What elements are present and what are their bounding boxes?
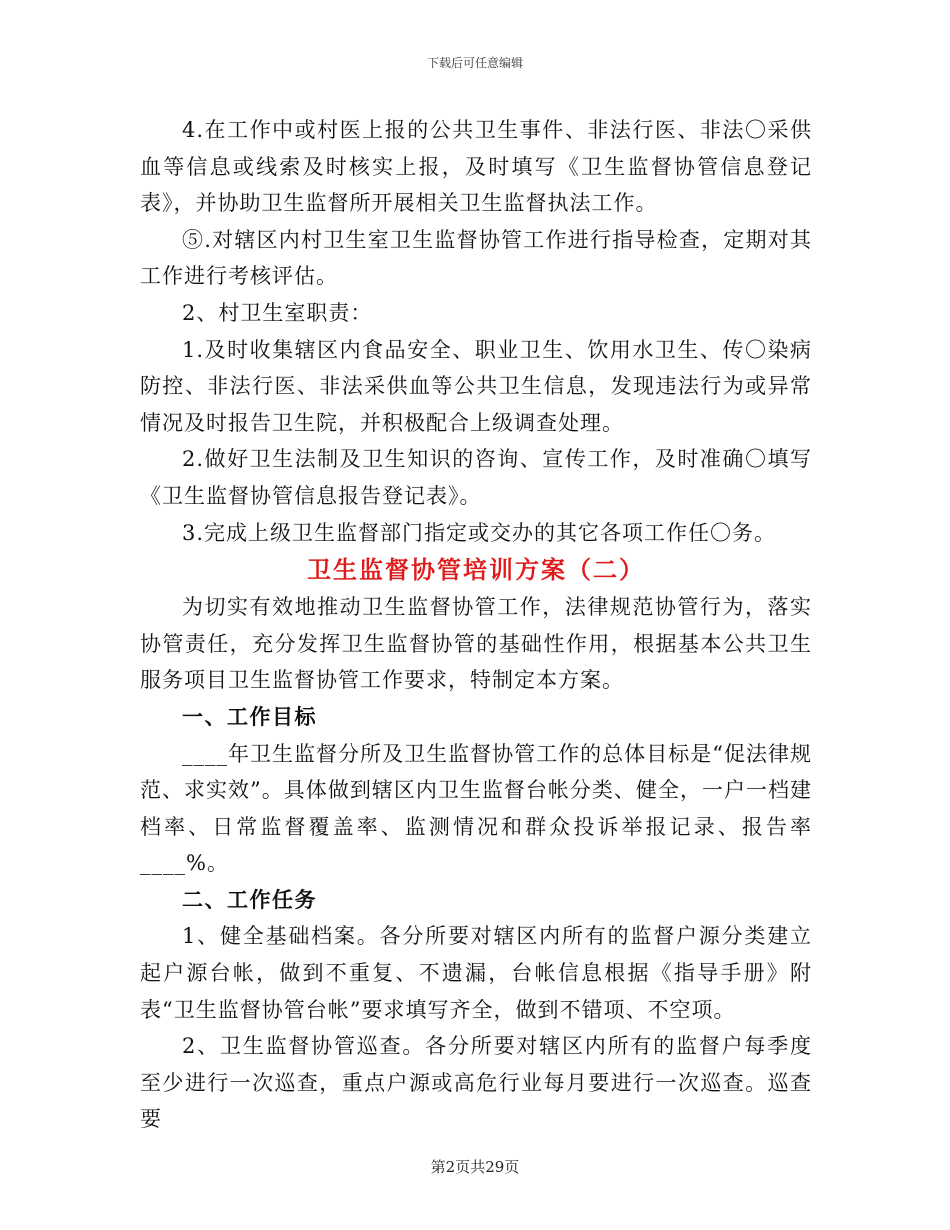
heading-work-tasks: 二、工作任务: [182, 886, 317, 912]
paragraph-duty-3: 3.完成上级卫生监督部门指定或交办的其它各项工作任〇务。: [182, 520, 777, 545]
paragraph-intro: 为切实有效地推动卫生监督协管工作，法律规范协管行为，落实协管责任，充分发挥卫生监督协管的基础性作用，根据基本公共卫生服务项目卫生监督协管工作要求，特制定本方案。: [140, 595, 812, 693]
paragraph-duty-1: 1.及时收集辖区内食品安全、职业卫生、饮用水卫生、传〇染病防控、非法行医、非法采供血等公共卫生信息，发现违法行为或异常情况及时报告卫生院，并积极配合上级调查处理。: [140, 337, 812, 435]
paragraph-item-4: 4.在工作中或村医上报的公共卫生事件、非法行医、非法〇采供血等信息或线索及时核实上报，及时填写《卫生监督协管信息登记表》，并协助卫生监督所开展相关卫生监督执法工作。: [140, 118, 812, 216]
paragraph-work-goal: ____年卫生监督分所及卫生监督协管工作的总体目标是“促法律规范、求实效”。具体做到辖区内卫生监督台帐分类、健全，一户一档建档率、日常监督覆盖率、监测情况和群众投诉举报记录、报告率____%。: [140, 741, 812, 876]
page-header: 下载后可任意编辑: [426, 56, 523, 70]
paragraph-duty-2: 2.做好卫生法制及卫生知识的咨询、宣传工作，及时准确〇填写《卫生监督协管信息报告登记表》。: [140, 447, 812, 508]
paragraph-task-1: 1、健全基础档案。各分所要对辖区内所有的监督户源分类建立起户源台帐，做到不重复、不遗漏，台帐信息根据《指导手册》附表“卫生监督协管台帐”要求填写齐全，做到不错项、不空项。: [140, 924, 812, 1022]
paragraph-village-clinic-duties: 2、村卫生室职责：: [182, 300, 373, 325]
document-title: 卫生监督协管培训方案（二）: [307, 555, 645, 585]
heading-work-goal: 一、工作目标: [182, 703, 317, 729]
paragraph-task-2: 2、卫生监督协管巡查。各分所要对辖区内所有的监督户每季度至少进行一次巡查，重点户源或高危行业每月要进行一次巡查。巡查要: [140, 1034, 812, 1132]
paragraph-item-5: ⑤.对辖区内村卫生室卫生监督协管工作进行指导检查，定期对其工作进行考核评估。: [140, 227, 812, 289]
page-footer: 第2页共29页: [430, 1158, 520, 1176]
document-body: [140, 112, 812, 1138]
